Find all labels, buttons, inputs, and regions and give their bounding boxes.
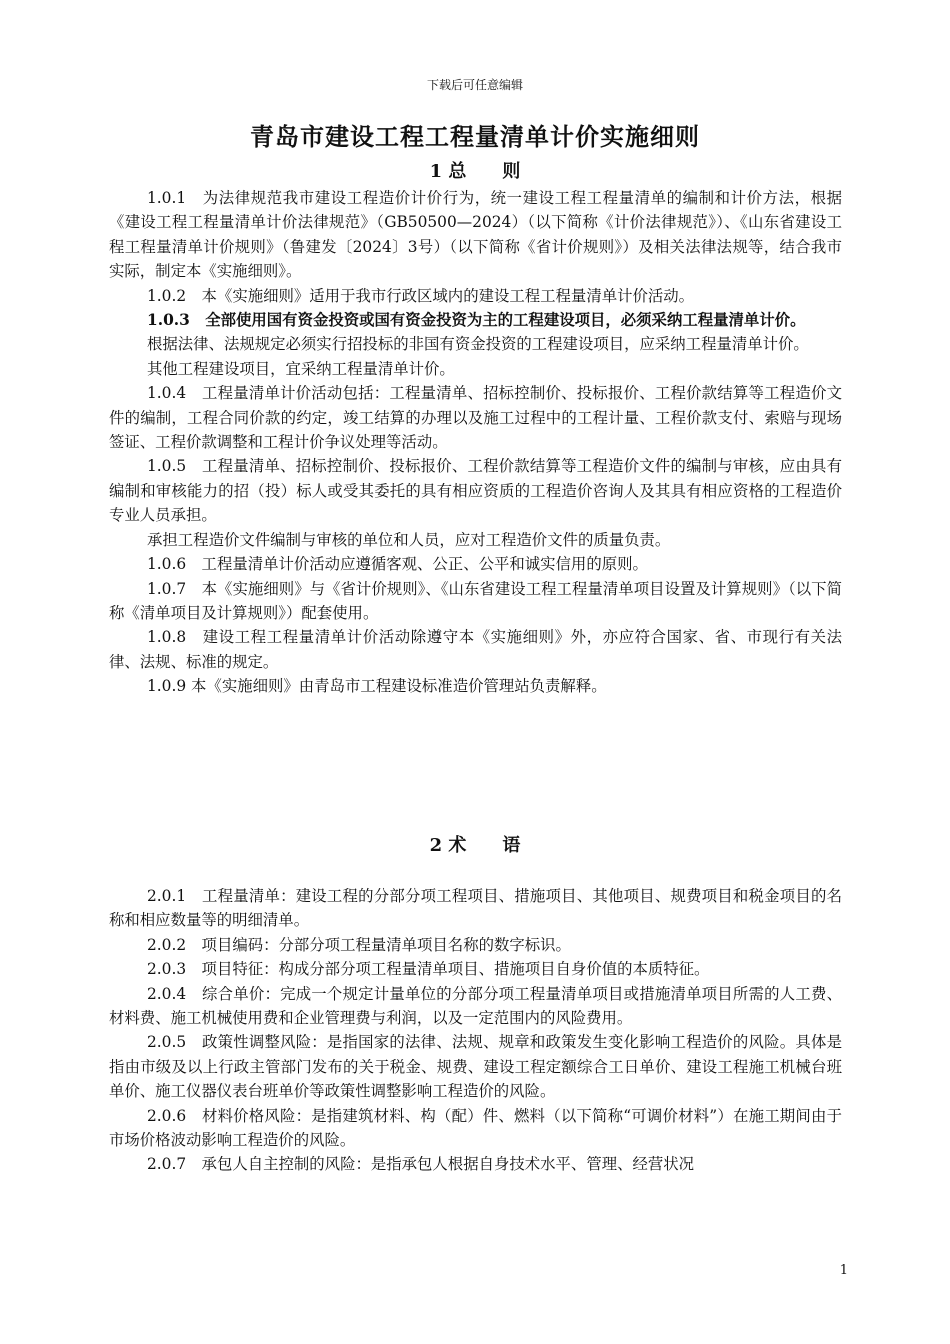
paragraph: 承担工程造价文件编制与审核的单位和人员，应对工程造价文件的质量负责。 — [147, 530, 671, 549]
paragraph: 1.0.4 工程量清单计价活动包括：工程量清单、招标控制价、投标报价、工程价款结算等工程造价文件的编制，工程合同价款的约定，竣工结算的办理以及施工过程中的工程计量、工程价款支付、索赔与现场签证、工程价款调整和工程计价争议处理等活动。 — [109, 384, 842, 452]
section-terms-body — [109, 884, 842, 1177]
paragraph: 2.0.6 材料价格风险：是指建筑材料、构（配）件、燃料（以下简称“可调价材料”）在施工期间由于市场价格波动影响工程造价的风险。 — [109, 1106, 842, 1150]
paragraph-emphasis: 1.0.3 全部使用国有资金投资或国有资金投资为主的工程建设项目，必须采纳工程量清单计价。 — [147, 311, 806, 330]
section-general-body — [109, 186, 842, 699]
paragraph: 2.0.2 项目编码：分部分项工程量清单项目名称的数字标识。 — [147, 935, 571, 954]
paragraph: 2.0.7 承包人自主控制的风险：是指承包人根据自身技术水平、管理、经营状况 — [147, 1155, 695, 1174]
paragraph: 2.0.4 综合单价：完成一个规定计量单位的分部分项工程量清单项目或措施清单项目所需的人工费、材料费、施工机械使用费和企业管理费与利润，以及一定范围内的风险费用。 — [109, 984, 842, 1028]
paragraph: 其他工程建设项目，宜采纳工程量清单计价。 — [147, 359, 455, 378]
paragraph: 2.0.5 政策性调整风险：是指国家的法律、法规、规章和政策发生变化影响工程造价的风险。具体是指由市级及以上行政主管部门发布的关于税金、规费、建设工程定额综合工日单价、建设工程施工机械台班单价、施工仪器仪表台班单价等政策性调整影响工程造价的风险。 — [109, 1033, 842, 1101]
paragraph: 1.0.1 为法律规范我市建设工程造价计价行为，统一建设工程工程量清单的编制和计价方法，根据《建设工程工程量清单计价法律规范》（GB50500—2024）（以下简称《计价法律规范》）、《山东省建设工程工程量清单计价规则》（鲁建发〔2024〕3号）（以下简称《省计价规则》）及相关法律法规等，结合我市实际，制定本《实施细则》。 — [109, 189, 842, 281]
paragraph: 1.0.2 本《实施细则》适用于我市行政区域内的建设工程工程量清单计价活动。 — [147, 286, 695, 305]
section-heading-terms: 2 术 语 — [429, 835, 521, 856]
header-note: 下载后可任意编辑 — [426, 78, 523, 92]
document-title: 青岛市建设工程工程量清单计价实施细则 — [250, 122, 700, 151]
paragraph: 1.0.5 工程量清单、招标控制价、投标报价、工程价款结算等工程造价文件的编制与审核，应由具有编制和审核能力的招（投）标人或受其委托的具有相应资质的工程造价咨询人及其具有相应资格的工程造价专业人员承担。 — [109, 457, 842, 525]
paragraph: 2.0.3 项目特征：构成分部分项工程量清单项目、措施项目自身价值的本质特征。 — [147, 960, 710, 979]
paragraph: 2.0.1 工程量清单：建设工程的分部分项工程项目、措施项目、其他项目、规费项目和税金项目的名称和相应数量等的明细清单。 — [109, 887, 842, 930]
page-number: 1 — [839, 1263, 848, 1278]
section-heading-general: 1 总 则 — [429, 161, 521, 182]
paragraph: 1.0.9 本《实施细则》由青岛市工程建设标准造价管理站负责解释。 — [147, 677, 607, 696]
paragraph: 根据法律、法规规定必须实行招投标的非国有资金投资的工程建设项目，应采纳工程量清单计价。 — [147, 335, 809, 354]
paragraph: 1.0.8 建设工程工程量清单计价活动除遵守本《实施细则》外，亦应符合国家、省、市现行有关法律、法规、标准的规定。 — [109, 628, 842, 671]
paragraph: 1.0.6 工程量清单计价活动应遵循客观、公正、公平和诚实信用的原则。 — [147, 555, 648, 574]
paragraph: 1.0.7 本《实施细则》与《省计价规则》、《山东省建设工程工程量清单项目设置及计算规则》（以下简称《清单项目及计算规则》）配套使用。 — [109, 579, 842, 622]
